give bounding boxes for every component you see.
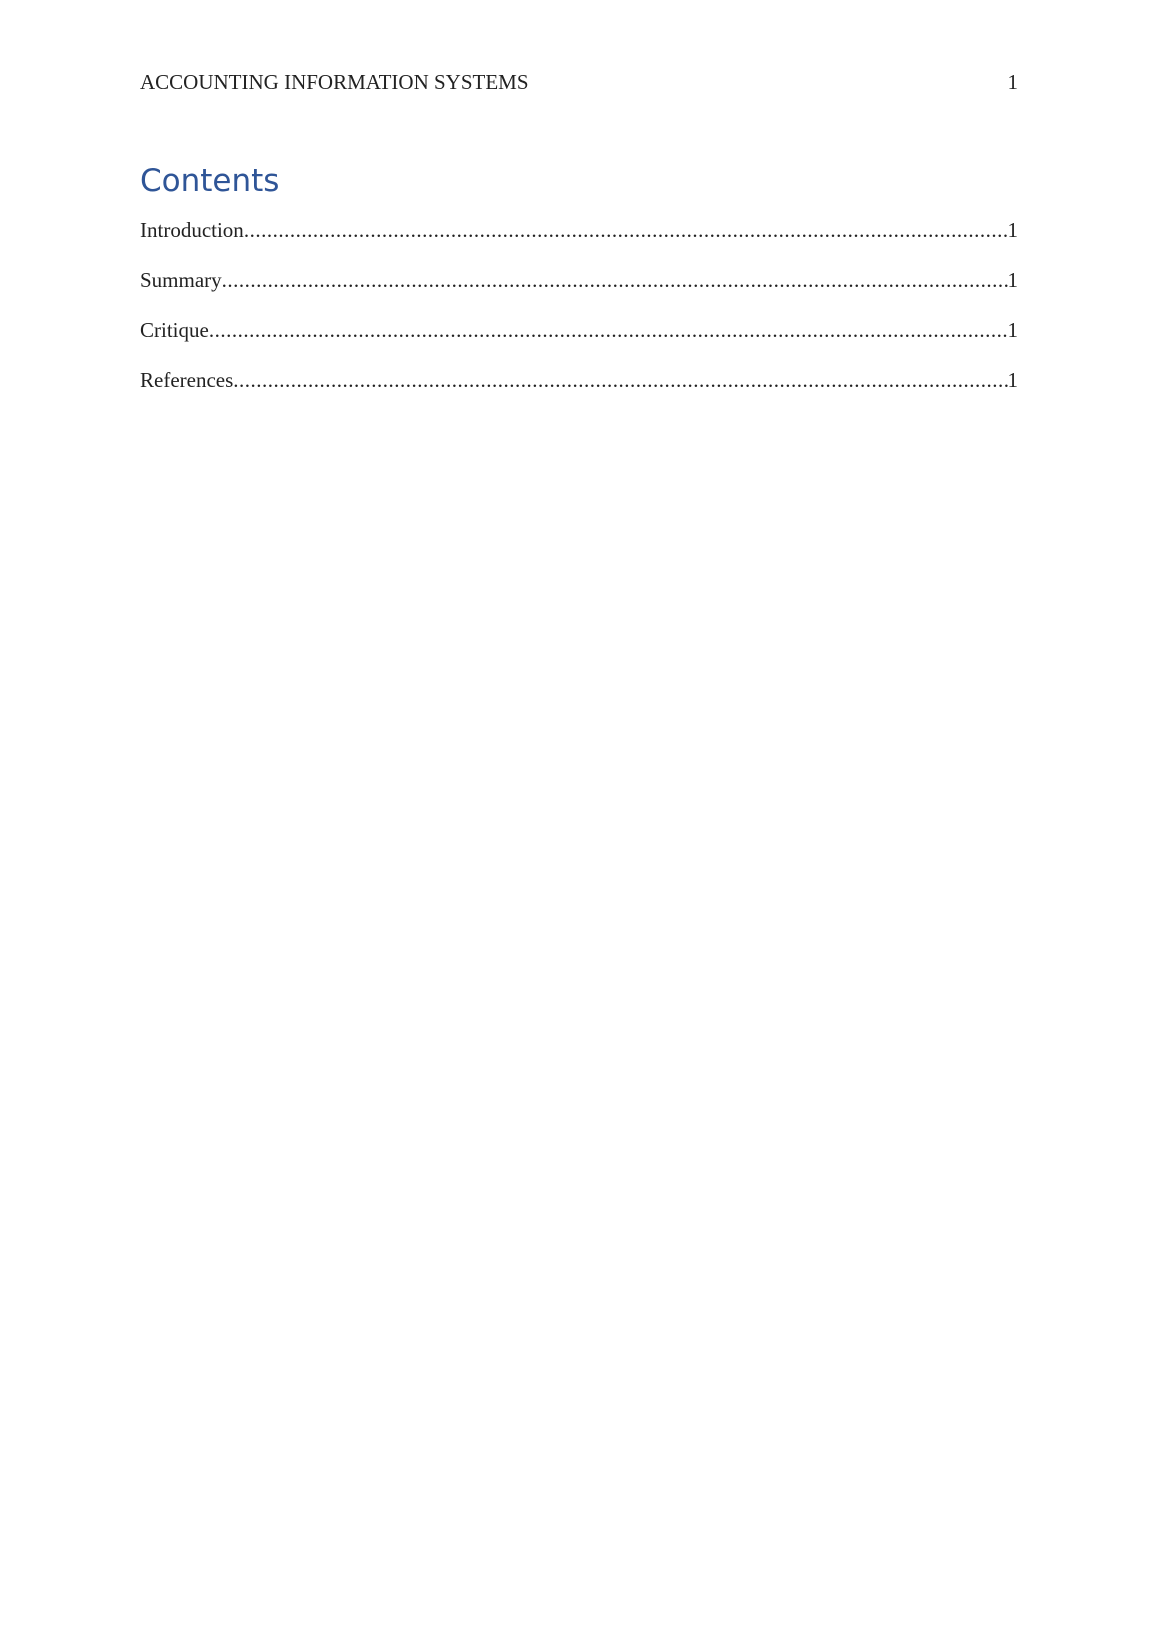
toc-entry-page: 1 [1007, 268, 1018, 292]
toc-entry-label: Introduction [140, 218, 244, 242]
toc-dot-leader [222, 266, 1008, 294]
toc-entry-summary[interactable] [140, 266, 1018, 316]
running-header [140, 68, 1018, 96]
toc-entry-critique[interactable] [140, 316, 1018, 366]
toc-heading: Contents [140, 163, 280, 199]
toc-entry-references[interactable] [140, 366, 1018, 416]
table-of-contents [140, 216, 1018, 416]
toc-entry-introduction[interactable] [140, 216, 1018, 266]
toc-entry-page: 1 [1007, 218, 1018, 242]
toc-dot-leader [244, 216, 1008, 244]
page-number: 1 [1007, 70, 1018, 94]
running-title: ACCOUNTING INFORMATION SYSTEMS [140, 70, 529, 94]
toc-dot-leader [233, 366, 1007, 394]
toc-dot-leader [209, 316, 1008, 344]
toc-entry-label: References [140, 368, 234, 392]
toc-entry-label: Critique [140, 318, 209, 342]
toc-entry-page: 1 [1007, 368, 1018, 392]
toc-entry-label: Summary [140, 268, 222, 292]
toc-entry-page: 1 [1007, 318, 1018, 342]
